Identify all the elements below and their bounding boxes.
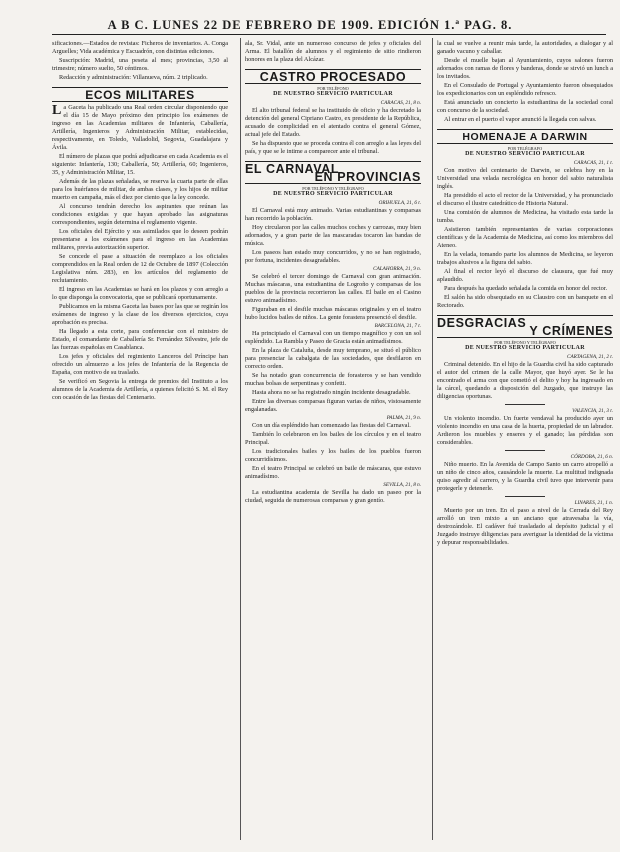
section-heading-box	[437, 129, 613, 144]
paragraph: Se concede el pase a situación de reemplazo a los oficiales comprendidos en la Real orden de 12 de Octubre de 1897 (Colección Legislativa núm. 283), en los artículos del reglamento de reclutamiento.	[52, 253, 228, 284]
crimenes-heading: Y CRÍMENES	[529, 324, 613, 338]
paragraph: Ha principiado el Carnaval con un tiempo magnífico y con un sol espléndido. La Rambla y Paseo de Gracia están animadísimos.	[245, 330, 421, 345]
paragraph: Con motivo del centenario de Darwin, se celebra hoy en la Universidad una velada necrológica en honor del sabio naturalista inglés.	[437, 167, 613, 190]
paragraph: Además de las plazas señaladas, se reserva la cuarta parte de ellas para los huérfanos de militar, de ambas clases, y los hijos de militar muerto en campaña, más el diez por ciento que la ley concede.	[52, 178, 228, 201]
paragraph: Muerto por un tren. En el paso a nivel de la Cerrada del Rey arrolló un tren mixto a un anciano que atravesaba la vía, destrozándole. El cadáver fué trasladado al depósito judicial y el Juzgado instruye diligencias para averiguar la identidad de la víctima y depurar responsabilidades.	[437, 507, 613, 546]
paragraph: El alto tribunal federal se ha instituido de oficio y ha decretado la detención del general Cipriano Castro, ex presidente de la República, acusado de complicidad en el atentado contra el general Gómez, actual jefe del Estado.	[245, 107, 421, 138]
paragraph: Publicamos en la misma Gaceta las bases por las que se regirán los exámenes de ingreso y la clase de los diversos ejercicios, cuya aprobación es precisa.	[52, 303, 228, 326]
paragraph: Los jefes y oficiales del regimiento Lanceros del Príncipe han ofrecido un almuerzo a los jefes de Infantería de la Regencia de España, con motivo de su traslado.	[52, 353, 228, 376]
dateline: PALMA, 21, 9 n.	[386, 415, 421, 421]
paragraph: Niño muerto. En la Avenida de Campo Santo un carro atropelló a un niño de cinco años, causándole la muerte. La multitud indignada quiso agredir al carrero, y la Guardia civil tuvo que intervenir para protegerle y detenerle.	[437, 461, 613, 492]
paragraph	[52, 104, 228, 152]
paragraph: En la plaza de Cataluña, desde muy temprano, se situó el público para presenciar la cabalgata de las sociedades, que desfilaron en correcto orden.	[245, 347, 421, 370]
paragraph: Los paseos han estado muy concurridos, y no se han registrado, por fortuna, incidentes desagradables.	[245, 249, 421, 264]
dateline: BARCELONA, 21, 7 t.	[374, 323, 421, 329]
dateline: VALENCIA, 21, 3 t.	[572, 408, 613, 414]
paragraph: Está anunciado un concierto la estudiantina de la sociedad coral con concurso de la sociedad.	[437, 99, 613, 114]
paragraph: Hoy circularon por las calles muchos coches y carrozas, muy bien adornados, y a gran parte de las mascaradas tocaron las bandas de música.	[245, 224, 421, 247]
paragraph: El Carnaval está muy animado. Varias estudiantinas y comparsas han recorrido la población.	[245, 207, 421, 222]
section-heading-box	[245, 161, 421, 184]
subheading: POR TELÉFONO	[317, 86, 349, 91]
paragraph: En la velada, tomando parte los alumnos de Medicina, se leyeron trabajos alusivos a la figura del sabio.	[437, 251, 613, 266]
paragraph: Con un día espléndido han comenzado las fiestas del Carnaval.	[252, 422, 411, 429]
column-separator	[432, 38, 433, 840]
castro-procesado-heading: CASTRO PROCESADO	[259, 70, 407, 84]
paragraph: Desde el muelle bajan al Ayuntamiento, cuyos salones fueron adornados con ramas de flores y banderas, donde se sirvió un lunch a los invitados.	[437, 57, 613, 80]
subheading: DE NUESTRO SERVICIO PARTICULAR	[273, 191, 393, 197]
section-heading-box	[245, 69, 421, 84]
drop-cap: L	[52, 103, 62, 118]
paragraph: Al entrar en el puerto el vapor anunció la llegada con salvas.	[444, 116, 597, 123]
paragraph: También lo celebraron en los bailes de los círculos y en el teatro Principal.	[245, 431, 421, 446]
paragraph: Para después ha quedado señalada la comida en honor del rector.	[444, 285, 608, 292]
paragraph: Al concurso tendrán derecho los aspirantes que reúnan las condiciones exigidas y que hayan aprobado las asignaturas correspondientes, según determina el reglamento vigente.	[52, 203, 228, 226]
column-separator	[240, 38, 241, 840]
paragraph-text: a Gaceta ha publicado una Real orden circular disponiendo que el día 15 de Mayo próximo den principio los exámenes de ingreso en las Academias militares de Infantería, Caballería, Artillería, Ingenieros y Administración Militar, establecidas, respectivamente, en Toledo, Valladolid, Segovia, Guadalajara y Ávila.	[52, 104, 228, 151]
paragraph: Redacción y administración: Villanueva, núm. 2 triplicado.	[59, 74, 208, 81]
paragraph: Los tradicionales bailes y los bailes de los pueblos fueron concurridísimos.	[245, 448, 421, 463]
paragraph: sificaciones.—Estados de revistas: Ficheros de inventarios. A. Conga Arguelles; Vida académica y Escuadrón, con distintas ediciones.	[52, 40, 228, 55]
desgracias-heading: DESGRACIAS	[437, 316, 527, 330]
section-heading-box	[52, 87, 228, 102]
paragraph: El número de plazas que podrá adjudicarse en cada Academia es el siguiente: Infantería, 130; Caballería, 50; Artillería, 60; Ingenieros, 35, y Administración Militar, 15.	[52, 153, 228, 176]
dateline: SEVILLA, 21, 8 n.	[383, 482, 421, 488]
paragraph: Ha presidido el acto el rector de la Universidad, y ha pronunciado el discurso el ilustre catedrático de Historia Natural.	[437, 192, 613, 207]
paragraph: Se celebró el tercer domingo de Carnaval con gran animación. Muchas máscaras, una estudiantina de Logroño y comparsas de los pueblos de la provincia recorrieron las calles. El baile en el Casino estuvo animadísimo.	[245, 273, 421, 304]
dateline: CARACAS, 21, 8 n.	[380, 100, 421, 106]
divider	[505, 450, 545, 451]
paragraph: Se verificó en Segovia la entrega de premios del Instituto a los alumnos de la Academia de Artillería, a quienes felicitó S. M. el Rey con ocasión de las fiestas del Centenario.	[52, 378, 228, 401]
dateline: ORIHUELA, 21, 6 t.	[378, 200, 421, 206]
paragraph: la cual se vuelve a reunir más tarde, la autoridades, a dialogar y al ganado vacuno y caballar.	[437, 40, 613, 55]
paragraph: Ha llegado a esta corte, para conferenciar con el ministro de Estado, el comandante de Caballería Sr. Fernández Silvestre, jefe de las fuerzas españolas en Casablanca.	[52, 328, 228, 351]
column-3	[437, 40, 613, 840]
paragraph: El ingreso en las Academias se hará en los plazos y con arreglo a lo que disponga la convocatoria, que se publicará oportunamente.	[52, 286, 228, 301]
divider	[505, 496, 545, 497]
subheading: DE NUESTRO SERVICIO PARTICULAR	[273, 91, 393, 97]
column-2	[245, 40, 421, 840]
homenaje-darwin-heading: HOMENAJE A DARWIN	[462, 131, 588, 143]
paragraph: Hasta ahora no se ha registrado ningún incidente desagradable.	[252, 389, 411, 396]
paragraph: En el Consulado de Portugal y Ayuntamiento fueron obsequiados los expedicionarios con un espléndido refresco.	[437, 82, 613, 97]
paragraph: Asistieron también representantes de varias corporaciones científicas y de la Academia de Medicina, así como los miembros del Ateneo.	[437, 226, 613, 249]
subheading: DE NUESTRO SERVICIO PARTICULAR	[465, 345, 585, 351]
subheading: DE NUESTRO SERVICIO PARTICULAR	[465, 151, 585, 157]
dateline: LINARES, 21, 1 n.	[574, 500, 613, 506]
carnaval-heading: EN PROVINCIAS	[314, 170, 421, 184]
page-header: A B C. LUNES 22 DE FEBRERO DE 1909. EDICIÓN 1.ª PAG. 8.	[107, 18, 513, 32]
paragraph: En el teatro Principal se celebró un baile de máscaras, que estuvo animadísimo.	[245, 465, 421, 480]
section-heading-box	[437, 315, 613, 338]
paragraph: Entre las diversas comparsas figuran varias de niños, vistosamente engalanadas.	[245, 398, 421, 413]
paragraph: Se ha dispuesto que se proceda contra él con arreglo a las leyes del país, y que se le intime a comparecer ante el tribunal.	[245, 140, 421, 155]
paragraph: Un violento incendio. Un fuerte vendaval ha producido ayer un violento incendio en una casa de la huerta, propiedad de un labrador. Ardieron los muebles y enseres y el ganado; las pérdidas son considerables.	[437, 415, 613, 446]
paragraph: Suscripción: Madrid, una peseta al mes; provincias, 3,50 al trimestre; número suelto, 50 céntimos.	[52, 57, 228, 72]
carnaval-heading: EL CARNAVAL	[245, 162, 340, 176]
paragraph: Una comisión de alumnos de Medicina, ha visitado esta tarde la tumba.	[437, 209, 613, 224]
paragraph: Criminal detenido. En el hijo de la Guardia civil ha sido capturado el autor del crimen de la calle Mayor, que huyó ayer. Se le ha encontrado el arma con que cometió el delito y hoy ha ingresado en la cárcel, quedando a disposición del Juzgado, que instruye las diligencias oportunas.	[437, 361, 613, 400]
column-1	[52, 40, 228, 840]
dateline: CALAHORRA, 21, 9 n.	[373, 266, 421, 272]
dateline: CARACAS, 21, 1 t.	[573, 160, 613, 166]
subheading: POR TELÉFONO Y TELÉGRAFO	[494, 340, 556, 345]
subheading: POR TELÉGRAFO	[507, 146, 543, 151]
divider	[505, 404, 545, 405]
ecos-militares-heading: ECOS MILITARES	[85, 88, 195, 102]
dateline: CÓRDOBA, 21, 6 n.	[570, 454, 613, 460]
paragraph: Los oficiales del Ejército y sus asimilados que lo deseen podrán presentarse a los exámenes para el ingreso en las Academias militares, previa autorización superior.	[52, 228, 228, 251]
paragraph: Figuraban en el desfile muchas máscaras originales y en el teatro hubo lucidos bailes de niños. La gente forastera presenció el desfile.	[245, 306, 421, 321]
paragraph: Se ha notado gran concurrencia de forasteros y se han vendido muchas bolsas de serpentinas y confetti.	[245, 372, 421, 387]
subheading: POR TELÉFONO Y TELÉGRAFO	[302, 186, 364, 191]
header-rule	[52, 34, 606, 35]
paragraph: La estudiantina academia de Sevilla ha dado un paseo por la ciudad, seguida de numerosas comparsas y gran gentío.	[245, 489, 421, 504]
paragraph: Al final el rector leyó el discurso de clausura, que fué muy aplaudido.	[437, 268, 613, 283]
dateline: CARTAGENA, 21, 2 t.	[566, 354, 613, 360]
paragraph: ala, Sr. Vidal, ante un numeroso concurso de jefes y oficiales del Arma. El batallón de alumnos y el regimiento de sitio rindieron honores en la plaza del Alcázar.	[245, 40, 421, 63]
paragraph: El salón ha sido obsequiado en su Claustro con un banquete en el Rectorado.	[437, 294, 613, 309]
